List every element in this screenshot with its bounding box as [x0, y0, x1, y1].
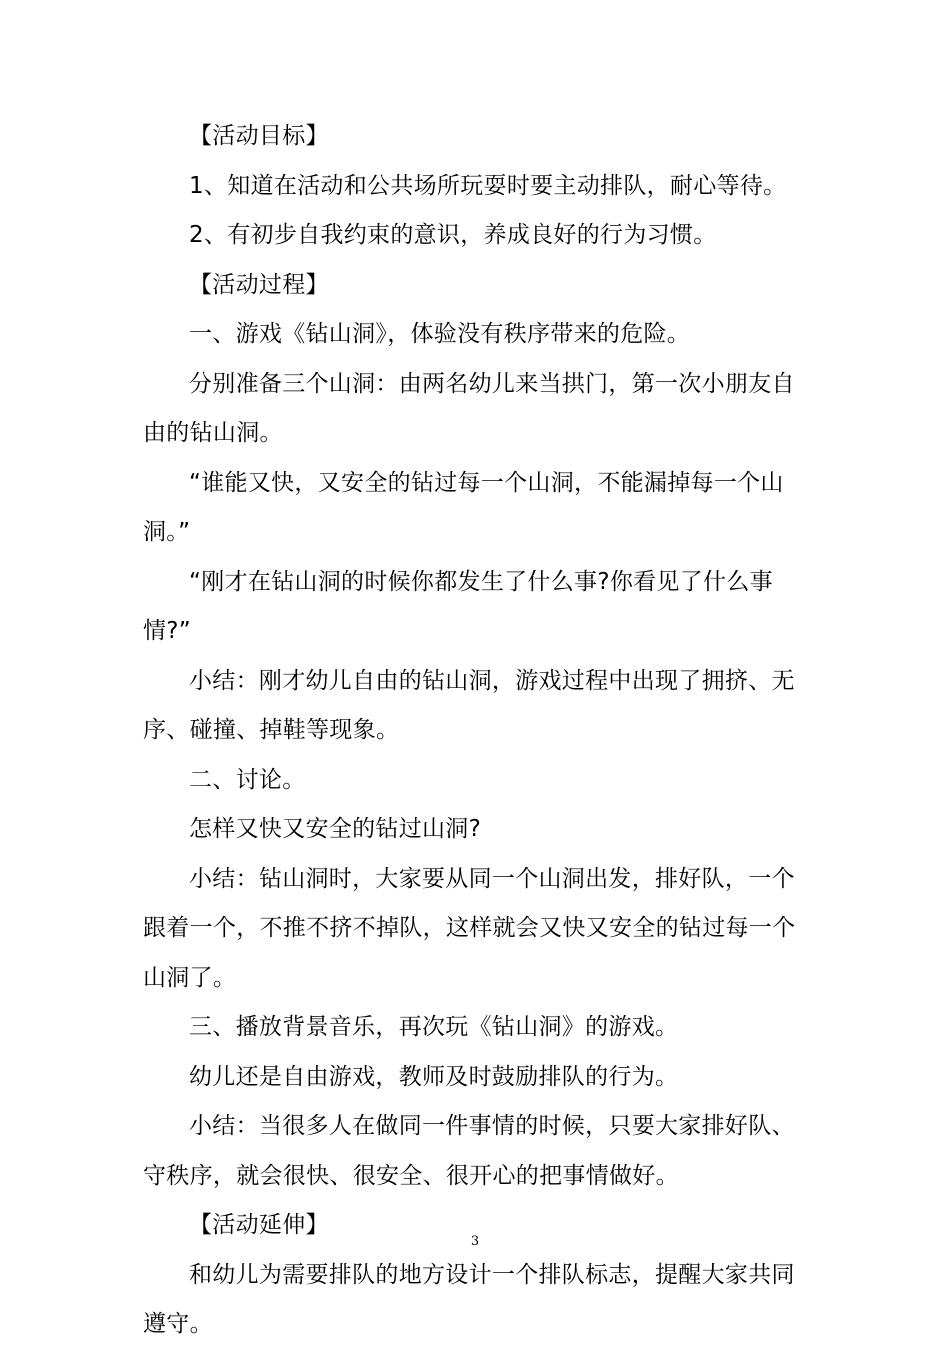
extension-paragraph: 和幼儿为需要排队的地方设计一个排队标志，提醒大家共同遵守。: [143, 1261, 795, 1337]
page-number: 3: [470, 1234, 480, 1249]
process-summary: 小结：钻山洞时，大家要从同一个山洞出发，排好队，一个跟着一个，不推不挤不掉队，这样就会又快又安全的钻过每一个山洞了。: [143, 865, 796, 991]
section-heading-process: 【活动过程】: [189, 271, 329, 298]
process-step-2-title: 二、讨论。: [189, 766, 306, 793]
section-heading-goals: 【活动目标】: [189, 123, 329, 149]
process-step-1-title: 一、游戏《钻山洞》，体验没有秩序带来的危险。: [189, 321, 691, 347]
document-body: [143, 112, 813, 1350]
goal-item-2: 2、有初步自我约束的意识，养成良好的行为习惯。: [189, 222, 717, 248]
process-paragraph: 幼儿还是自由游戏，教师及时鼓励排队的行为。: [189, 1063, 679, 1090]
process-paragraph: 分别准备三个山洞：由两名幼儿来当拱门，第一次小朋友自由的钻山洞。: [143, 370, 795, 446]
process-quote: “刚才在钻山洞的时候你都发生了什么事?你看见了什么事情?”: [143, 568, 773, 644]
section-heading-extension: 【活动延伸】: [189, 1212, 329, 1238]
process-quote: “谁能又快，又安全的钻过每一个山洞，不能漏掉每一个山洞。”: [143, 469, 784, 545]
process-step-3-title: 三、播放背景音乐，再次玩《钻山洞》的游戏。: [189, 1014, 679, 1040]
process-summary: 小结：刚才幼儿自由的钻山洞，游戏过程中出现了拥挤、无序、碰撞、掉鞋等现象。: [143, 667, 795, 743]
process-summary: 小结：当很多人在做同一件事情的时候，只要大家排好队、守秩序，就会很快、很安全、很开心的把事情做好。: [143, 1113, 795, 1189]
process-question: 怎样又快又安全的钻过山洞?: [189, 816, 482, 842]
goal-item-1: 1、知道在活动和公共场所玩耍时要主动排队，耐心等待。: [189, 172, 787, 199]
